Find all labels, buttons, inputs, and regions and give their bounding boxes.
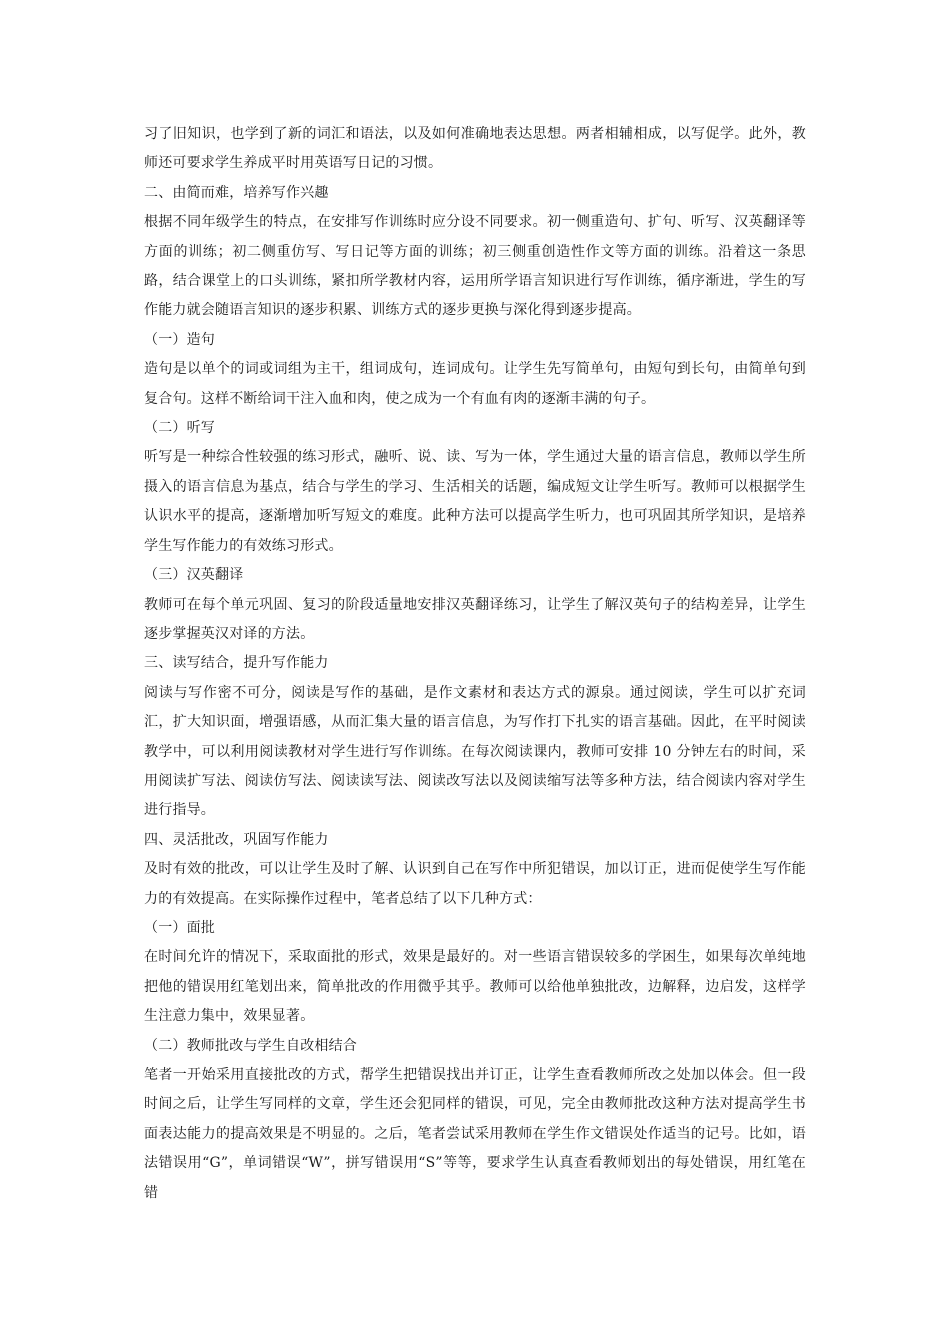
paragraph-correction: 及时有效的批改，可以让学生及时了解、认识到自己在写作中所犯错误，加以订正，进而促使学生写作能力的有效提高。在实际操作过程中，笔者总结了以下几种方式： <box>144 861 806 907</box>
subheading-dictation: （二）听写 <box>144 420 215 437</box>
paragraph-face-correction: 在时间允许的情况下，采取面批的形式，效果是最好的。对一些语言错误较多的学困生，如果每次单纯地把他的错误用红笔划出来，简单批改的作用微乎其乎。教师可以给他单独批改，边解释，边启发，这样学生注意力集中，效果显著。 <box>144 949 806 1025</box>
subheading-face-correction: （一）面批 <box>144 919 215 936</box>
document-body <box>144 120 806 1208</box>
paragraph-continuation: 习了旧知识，也学到了新的词汇和语法，以及如何准确地表达思想。两者相辅相成，以写促学。此外，教师还可要求学生养成平时用英语写日记的习惯。 <box>144 126 806 172</box>
paragraph-sentence-making: 造句是以单个的词或词组为主干，组词成句，连词成句。让学生先写简单句，由短句到长句，由简单句到复合句。这样不断给词干注入血和肉，使之成为一个有血有肉的逐渐丰满的句子。 <box>144 361 806 407</box>
paragraph-grade-requirements: 根据不同年级学生的特点，在安排写作训练时应分设不同要求。初一侧重造句、扩句、听写、汉英翻译等方面的训练；初二侧重仿写、写日记等方面的训练；初三侧重创造性作文等方面的训练。沿着这一条思路，结合课堂上的口头训练，紧扣所学教材内容，运用所学语言知识进行写作训练，循序渐进，学生的写作能力就会随语言知识的逐步积累、训练方式的逐步更换与深化得到逐步提高。 <box>144 214 806 319</box>
subheading-combined-correction: （二）教师批改与学生自改相结合 <box>144 1037 357 1054</box>
section-heading-3: 三、读写结合，提升写作能力 <box>144 655 329 672</box>
paragraph-dictation: 听写是一种综合性较强的练习形式，融听、说、读、写为一体，学生通过大量的语言信息，教师以学生所摄入的语言信息为基点，结合与学生的学习、生活相关的话题，编成短文让学生听写。教师可以根据学生认识水平的提高，逐渐增加听写短文的难度。此种方法可以提高学生听力，也可巩固其所学知识，是培养学生写作能力的有效练习形式。 <box>144 449 806 554</box>
paragraph-combined-correction: 笔者一开始采用直接批改的方式，帮学生把错误找出并订正，让学生查看教师所改之处加以体会。但一段时间之后，让学生写同样的文章，学生还会犯同样的错误，可见，完全由教师批改这种方法对提高学生书面表达能力的提高效果是不明显的。之后，笔者尝试采用教师在学生作文错误处作适当的记号。比如，语法错误用“G”，单词错误“W”，拼写错误用“S”等等，要求学生认真查看教师划出的每处错误，用红笔在错 <box>144 1067 806 1201</box>
section-heading-4: 四、灵活批改，巩固写作能力 <box>144 831 329 848</box>
subheading-translation: （三）汉英翻译 <box>144 567 244 584</box>
subheading-sentence-making: （一）造句 <box>144 331 215 348</box>
paragraph-translation: 教师可在每个单元巩固、复习的阶段适量地安排汉英翻译练习，让学生了解汉英句子的结构差异，让学生逐步掌握英汉对译的方法。 <box>144 596 806 642</box>
paragraph-reading-writing: 阅读与写作密不可分，阅读是写作的基础，是作文素材和表达方式的源泉。通过阅读，学生可以扩充词汇，扩大知识面，增强语感，从而汇集大量的语言信息，为写作打下扎实的语言基础。因此，在平时阅读教学中，可以利用阅读教材对学生进行写作训练。在每次阅读课内，教师可安排 10 分钟左右的时间，采用阅读扩写法、阅读仿写法、阅读读写法、阅读改写法以及阅读缩写法等多种方法，结合阅读内容对学生进行指导。 <box>144 684 806 819</box>
section-heading-2: 二、由简而难，培养写作兴趣 <box>144 184 329 201</box>
